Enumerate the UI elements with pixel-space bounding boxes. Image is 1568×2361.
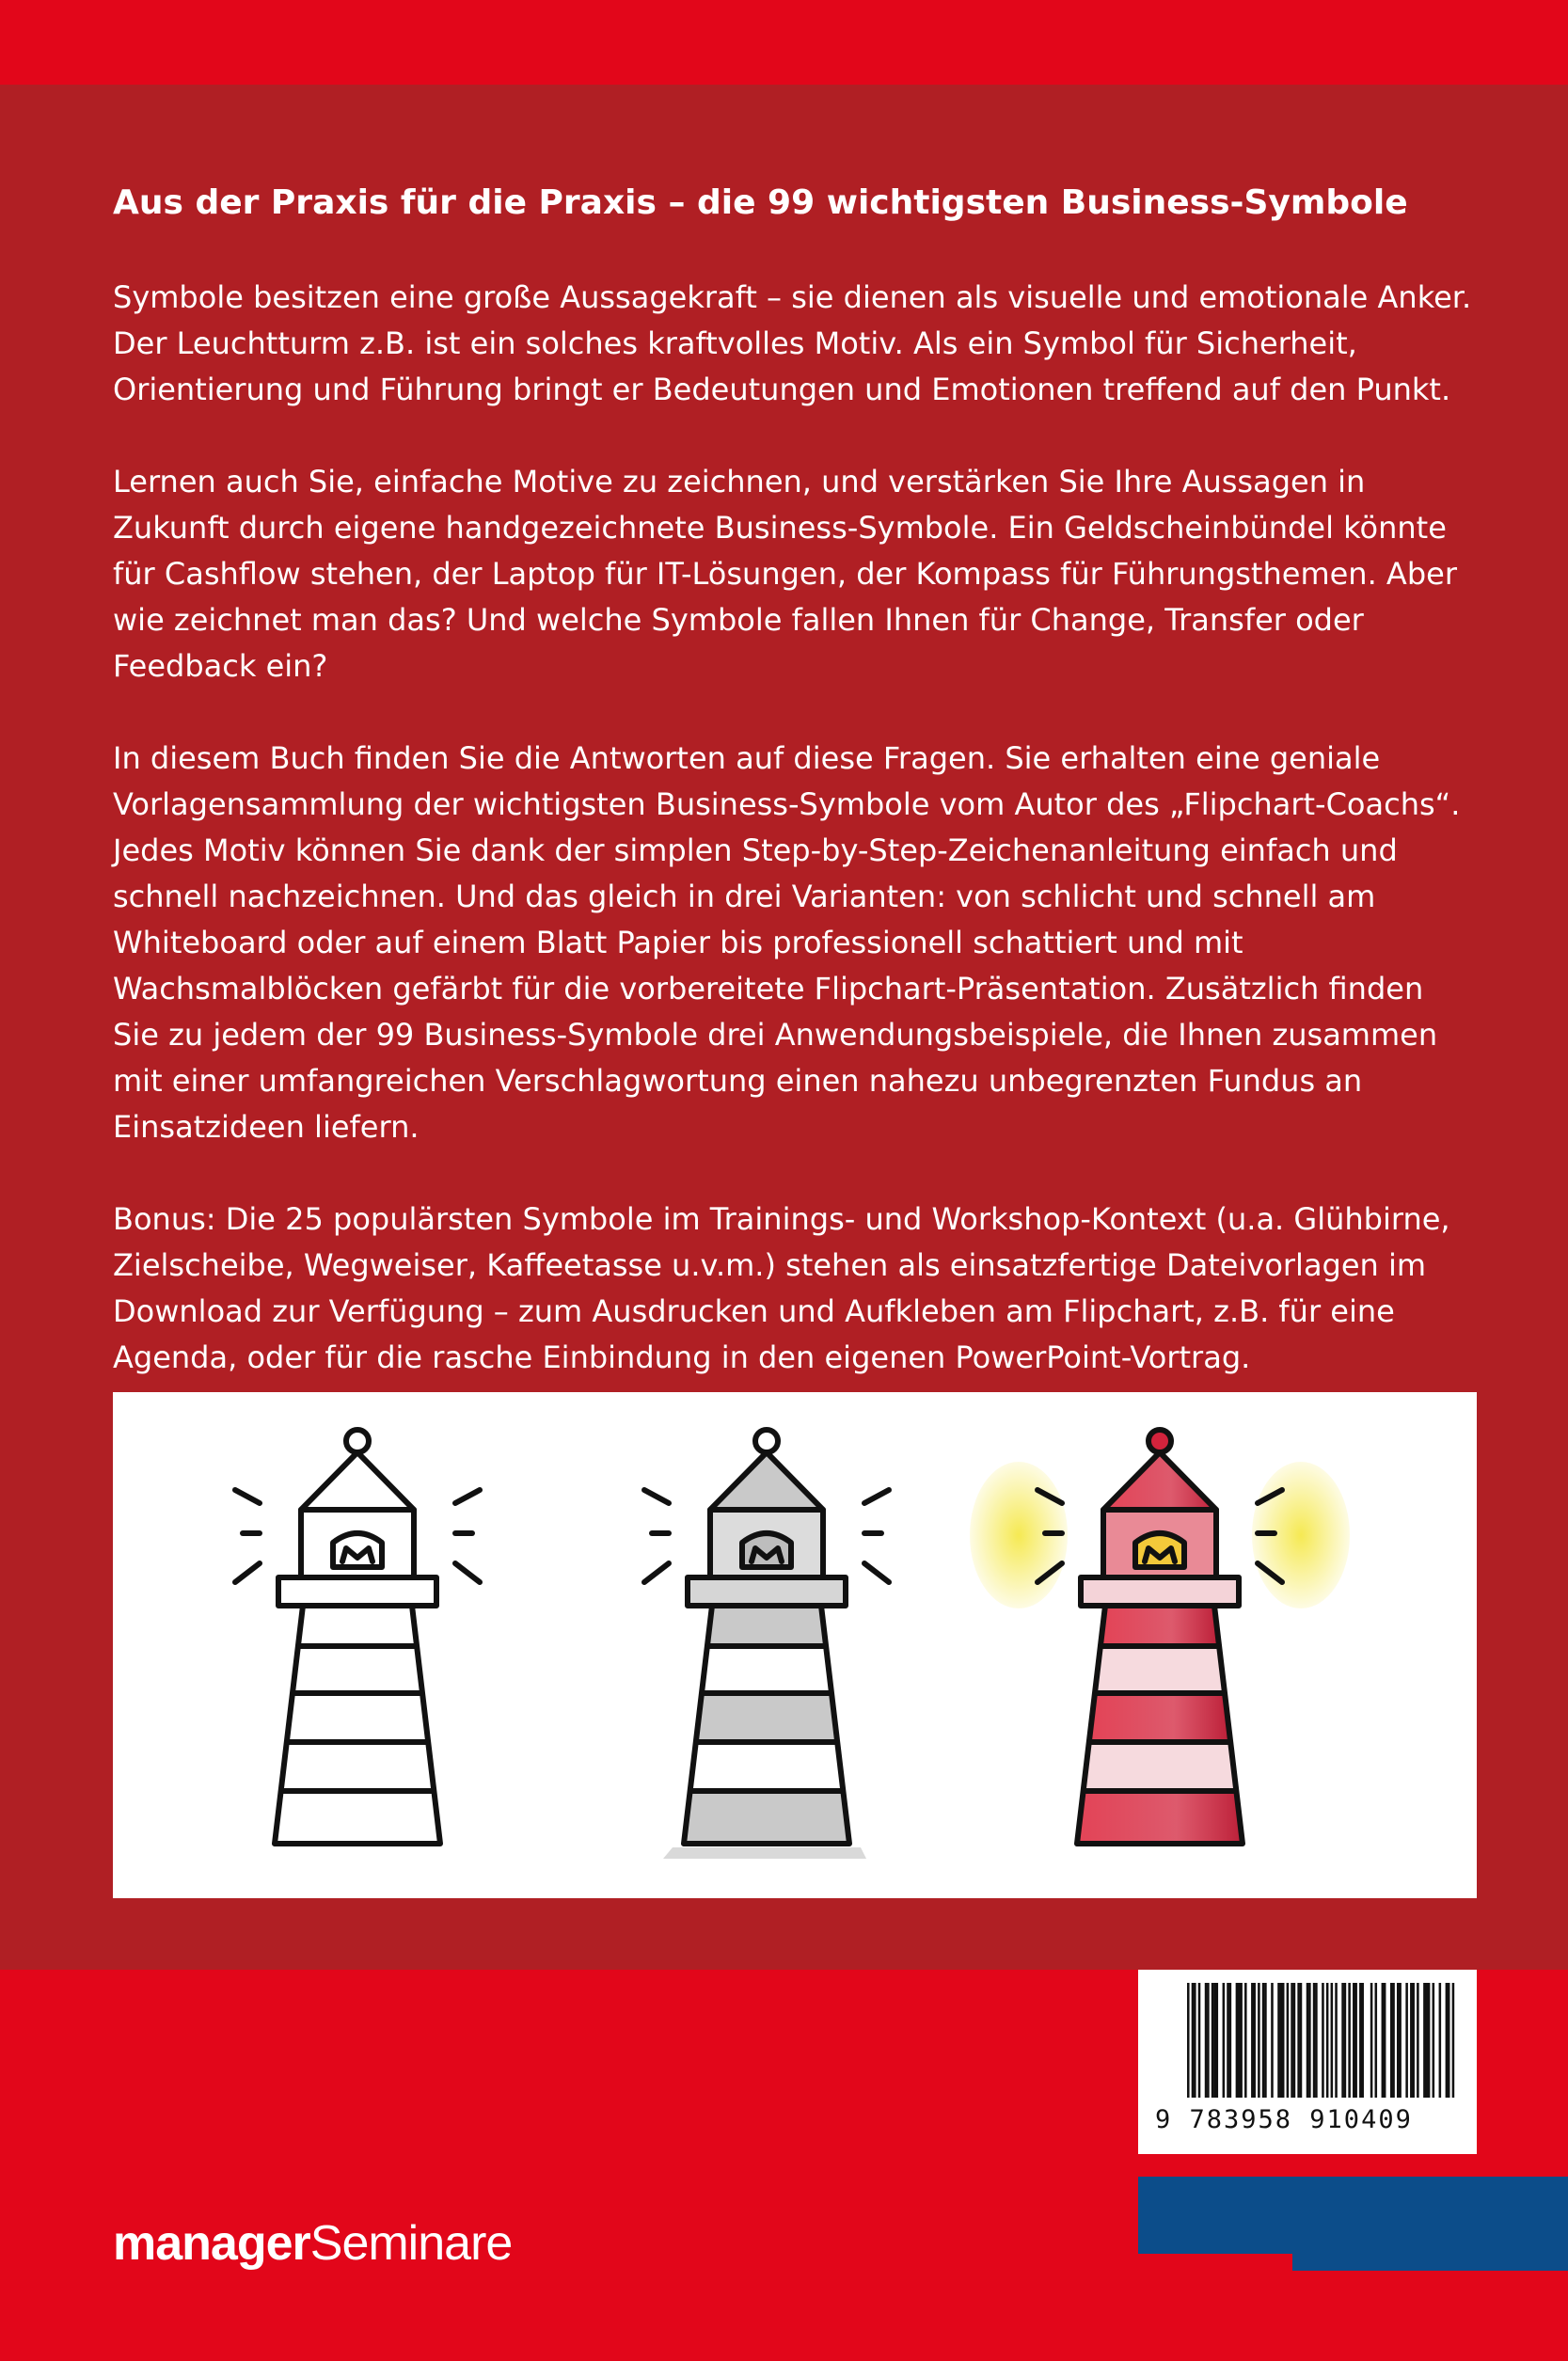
barcode-bar: [1207, 1983, 1210, 2098]
barcode-bar: [1212, 1983, 1214, 2098]
barcode-bar: [1410, 1983, 1413, 2098]
barcode-bar: [1322, 1983, 1324, 2098]
body-text: [113, 275, 1479, 1427]
barcode-bar: [1198, 1983, 1201, 2098]
barcode-bar: [1287, 1983, 1290, 2098]
paragraph-intro: Symbole besitzen eine große Aussagekraft – sie dienen als visuelle und emotionale Anker. Der Leuchtturm z.B. ist ein solches kraftvolles Motiv. Als ein Symbol für Sicherheit, Orientierung und Führung bringt er Bedeutungen und Emotionen treffend auf den Punkt.: [113, 279, 1472, 407]
headline: Aus der Praxis für die Praxis – die 99 wichtigsten Business-Symbole: [113, 183, 1408, 222]
barcode-bar: [1326, 1983, 1329, 2098]
isbn-barcode: [1138, 1970, 1477, 2154]
barcode-bar: [1236, 1983, 1239, 2098]
barcode-bar: [1397, 1983, 1400, 2098]
barcode-bar: [1258, 1983, 1260, 2098]
barcode-bar: [1262, 1983, 1265, 2098]
barcode-bar: [1313, 1983, 1316, 2098]
barcode-bar: [1399, 1983, 1402, 2098]
barcode-bar: [1428, 1983, 1431, 2098]
barcode-bar: [1293, 1983, 1296, 2098]
lighthouse-outline-icon: [235, 1430, 480, 1844]
barcode-bar: [1187, 1983, 1190, 2098]
barcode-bar: [1192, 1983, 1195, 2098]
barcode-bar: [1446, 1983, 1449, 2098]
barcode-bar: [1277, 1983, 1280, 2098]
barcode-bar: [1271, 1983, 1274, 2098]
barcode-bar: [1194, 1983, 1196, 2098]
barcode-bar: [1359, 1983, 1362, 2098]
barcode-bar: [1229, 1983, 1232, 2098]
barcode-bar: [1280, 1983, 1283, 2098]
barcode-bar: [1439, 1983, 1442, 2098]
barcode-bar: [1291, 1983, 1293, 2098]
barcode-bar: [1348, 1983, 1351, 2098]
barcode-bar: [1452, 1983, 1455, 2098]
barcode-bar: [1213, 1983, 1216, 2098]
barcode-bar: [1297, 1983, 1300, 2098]
barcode-bar: [1238, 1983, 1241, 2098]
barcode-bar: [1205, 1983, 1208, 2098]
barcode-bar: [1264, 1983, 1267, 2098]
barcode-bar: [1392, 1983, 1395, 2098]
top-color-band: [0, 0, 1568, 85]
barcode-bar: [1353, 1983, 1355, 2098]
barcode-bar: [1384, 1983, 1386, 2098]
barcode-bar: [1382, 1983, 1385, 2098]
publisher-blue-block-lower: [1292, 2254, 1568, 2271]
barcode-bar: [1308, 1983, 1311, 2098]
barcode-bar: [1417, 1983, 1419, 2098]
barcode-bar: [1448, 1983, 1450, 2098]
barcode-bar: [1412, 1983, 1415, 2098]
barcode-bar: [1307, 1983, 1309, 2098]
paragraph-bonus: Bonus: Die 25 populärsten Symbole im Trainings- und Workshop-Kontext (u.a. Glühbirne, Zielscheibe, Wegweiser, Kaffeetasse u.v.m.) stehen als einsatzfertige Dateivorlagen im Download zur Verfügung – zum Ausdrucken und Aufkleben am Flipchart, z.B. für eine Agenda, oder für die rasche Einbindung in den eigenen PowerPoint-Vortrag.: [113, 1201, 1450, 1375]
lighthouse-gray-shaded-icon: [644, 1430, 889, 1859]
barcode-bar: [1240, 1983, 1243, 2098]
barcode-bar: [1253, 1983, 1256, 2098]
barcode-bar: [1361, 1983, 1364, 2098]
publisher-logo-bold: manager: [113, 2216, 310, 2271]
publisher-logo-regular: Seminare: [309, 2216, 513, 2271]
barcode-bar: [1216, 1983, 1219, 2098]
barcode-bar: [1315, 1983, 1318, 2098]
paragraph-book: In diesem Buch finden Sie die Antworten auf diese Fragen. Sie erhalten eine geniale Vorlagensammlung der wichtigsten Business-Symbole vom Autor des „Flipchart-Coachs“. Jedes Motiv können Sie dank der simplen Step-by-Step-Zeichenanleitung einfach und schnell nachzeichnen. Und das gleich in drei Varianten: von schlicht und schnell am Whiteboard oder auf einem Blatt Papier bis professionell schattiert und mit Wachsmalblöcken gefärbt für die vorbereitete Flipchart-Präsentation. Zusätzlich finden Sie zu jedem der 99 Business-Symbole drei Anwendungsbeispiele, die Ihnen zusammen mit einer umfangreichen Verschlagwortung einen nahezu unbegrenzten Fundus an Einsatzideen liefern.: [113, 740, 1461, 1145]
barcode-bar: [1344, 1983, 1347, 2098]
barcode-bar: [1300, 1983, 1303, 2098]
barcode-bar: [1375, 1983, 1378, 2098]
barcode-bar: [1425, 1983, 1428, 2098]
paragraph-learn: Lernen auch Sie, einfache Motive zu zeichnen, und verstärken Sie Ihre Aussagen in Zukunft durch eigene handgezeichnete Business-Symbole. Ein Geldscheinbündel könnte für Cashflow stehen, der Laptop für IT-Lösungen, der Kompass für Führungsthemen. Aber wie zeichnet man das? Und welche Symbole fallen Ihnen für Change, Transfer oder Feedback ein?: [113, 464, 1457, 684]
barcode-bar: [1244, 1983, 1247, 2098]
publisher-blue-block: [1138, 2177, 1568, 2254]
barcode-bar: [1370, 1983, 1373, 2098]
barcode-bar: [1223, 1983, 1226, 2098]
barcode-bar: [1251, 1983, 1254, 2098]
barcode-bar: [1282, 1983, 1285, 2098]
barcode-bar: [1390, 1983, 1393, 2098]
lighthouse-illustration-panel: [113, 1392, 1477, 1898]
barcode-bar: [1433, 1983, 1435, 2098]
barcode-bar: [1341, 1983, 1344, 2098]
barcode-bar: [1227, 1983, 1229, 2098]
barcode-bar: [1331, 1983, 1334, 2098]
barcode-bar: [1335, 1983, 1338, 2098]
barcode-bar: [1405, 1983, 1408, 2098]
lighthouse-colored-icon: [970, 1430, 1350, 1844]
barcode-bar: [1354, 1983, 1357, 2098]
barcode-bar: [1423, 1983, 1426, 2098]
publisher-logo: [113, 2215, 512, 2272]
barcode-digits: 9 783958 910409: [1155, 2105, 1413, 2134]
